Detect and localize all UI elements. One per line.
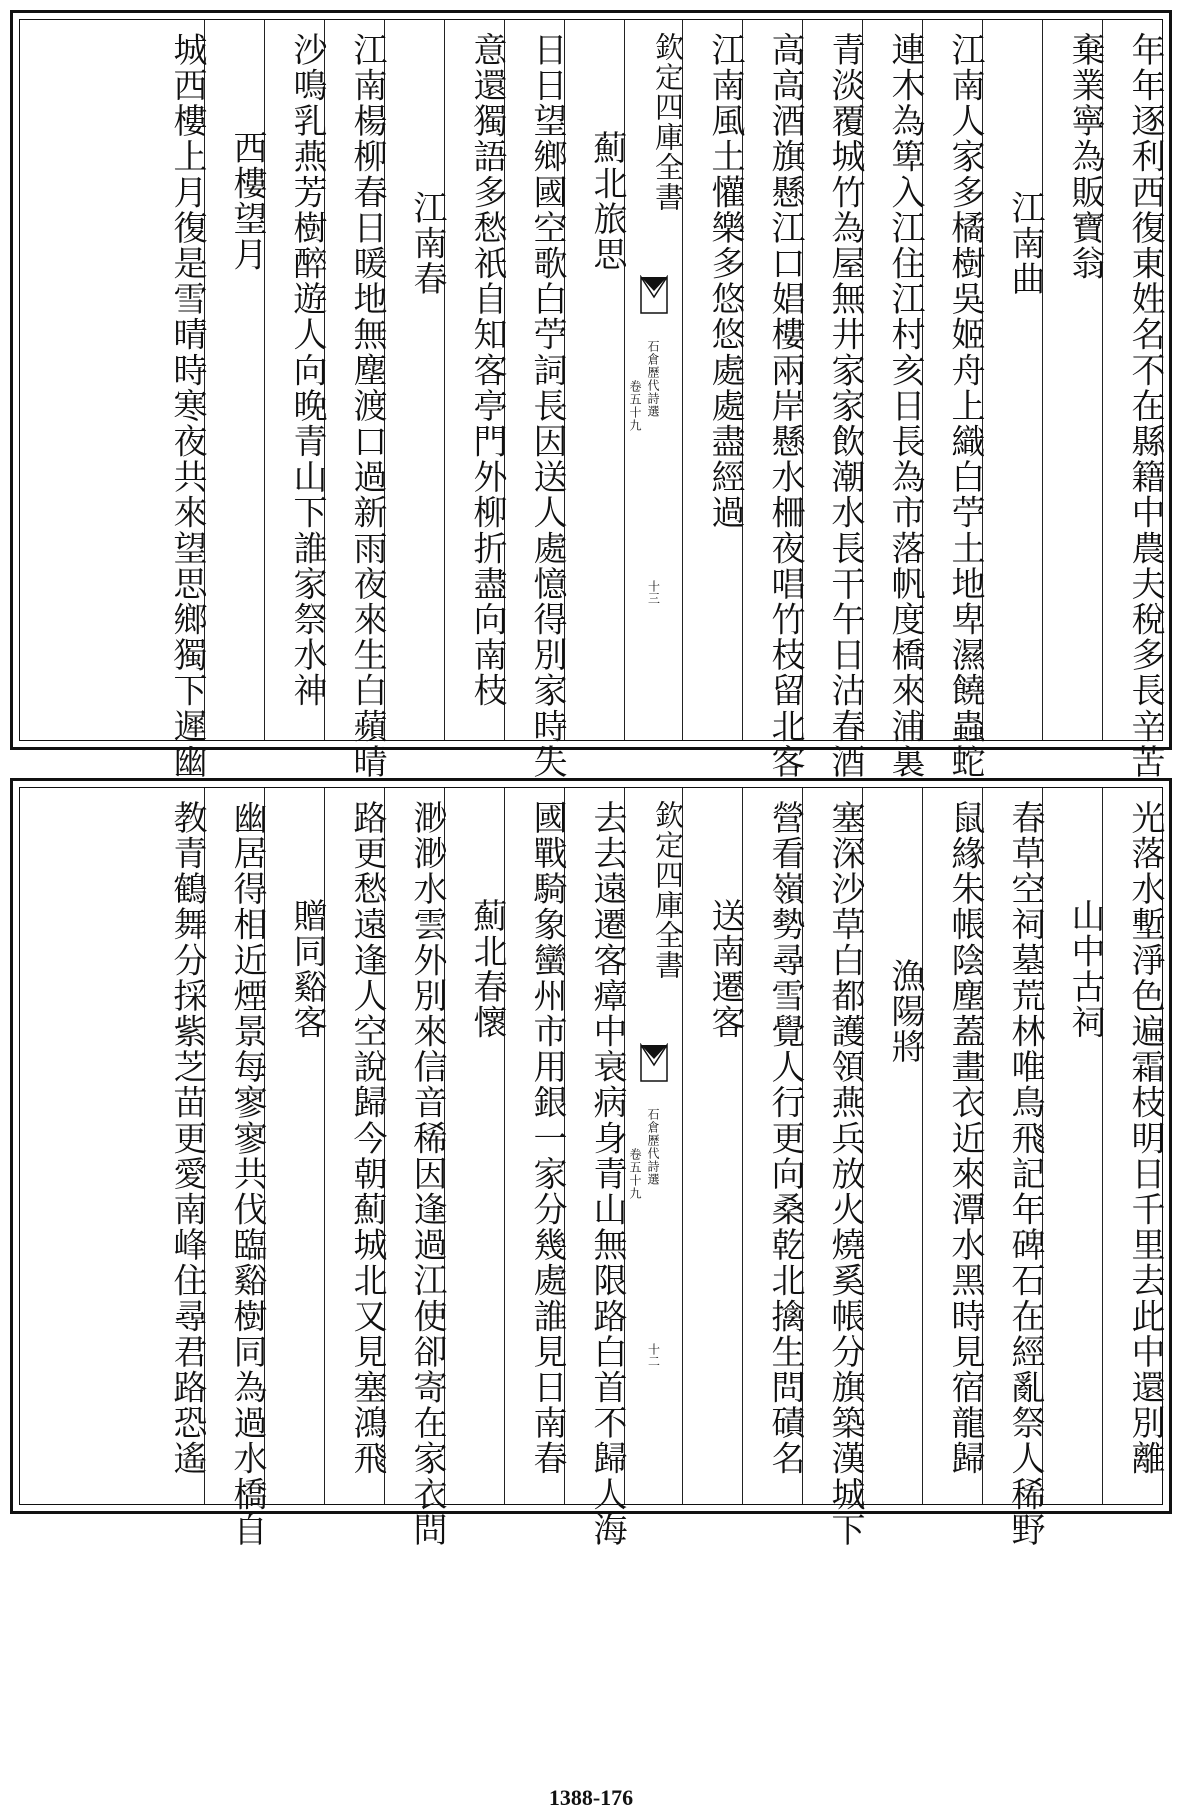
verse-line: 去去遠遷客瘴中衰病身青山無限路白首不歸人海 <box>587 800 627 1548</box>
verse-line: 連木為箄入江住江村亥日長為市落帆度橋來浦裏 <box>885 32 925 780</box>
text-column <box>742 20 805 780</box>
poem-title-column <box>1042 788 1105 1504</box>
verse-line: 光落水塹淨色遍霜枝明日千里去此中還別離 <box>1125 800 1165 1477</box>
bottom-page-frame <box>19 787 1165 1548</box>
verse-line: 江南人家多橘樹吳姬舟上織白苧土地卑濕饒蟲蛇 <box>945 32 985 780</box>
verse-line: 日日望鄉國空歌白苧詞長因送人處憶得別家時失 <box>527 32 567 780</box>
text-column <box>682 20 745 740</box>
poem-title-column <box>682 788 745 1504</box>
top-page <box>10 10 1172 780</box>
verse-line: 營看嶺勢尋雪覺人行更向桑乾北擒生問磧名 <box>765 800 805 1477</box>
text-column <box>504 788 567 1504</box>
poem-title-column <box>862 788 925 1504</box>
collection-name: 石倉歷代詩選 <box>646 340 660 418</box>
verse-line: 江南楊柳春日暖地無塵渡口過新雨夜來生白蘋晴 <box>347 32 387 780</box>
verse-line: 鼠緣朱帳陰塵蓋畫衣近來潭水黑時見宿龍歸 <box>945 800 985 1477</box>
fish-tail-mark-icon <box>639 275 669 315</box>
text-column <box>862 20 925 780</box>
poem-title: 薊北旅思 <box>587 130 627 273</box>
text-column <box>144 788 207 1504</box>
poem-title: 薊北春懷 <box>467 898 507 1041</box>
verse-line: 沙鳴乳燕芳樹醉遊人向晚青山下誰家祭水神 <box>287 32 327 709</box>
leaf-number: 十三 <box>646 580 661 604</box>
verse-line: 青淡覆城竹為屋無井家家飲潮水長干午日沽春酒 <box>825 32 865 780</box>
verse-line: 國戰騎象蠻州市用銀一家分幾處誰見日南春 <box>527 800 567 1477</box>
verse-line: 春草空祠墓荒林唯鳥飛記年碑石在經亂祭人稀野 <box>1005 800 1045 1548</box>
text-column <box>204 788 267 1548</box>
verse-line: 幽居得相近煙景每寥寥共伐臨谿樹同為過水橋自 <box>227 800 267 1548</box>
text-column <box>922 20 985 780</box>
poem-title-column <box>204 20 267 740</box>
book-title: 欽定四庫全書 <box>651 32 685 212</box>
verse-line: 意還獨語多愁祇自知客亭門外柳折盡向南枝 <box>467 32 507 709</box>
collection-name: 石倉歷代詩選 <box>646 1108 660 1186</box>
text-column <box>802 20 865 780</box>
poem-title: 西樓望月 <box>227 130 267 273</box>
volume-number: 卷五十九 <box>628 1148 642 1200</box>
text-column <box>384 788 447 1548</box>
text-column <box>922 788 985 1504</box>
text-column <box>1042 20 1105 740</box>
poem-title: 山中古祠 <box>1065 898 1105 1041</box>
verse-line: 教青鶴舞分採紫芝苗更愛南峰住尋君路恐遙 <box>167 800 207 1477</box>
leaf-number: 十二 <box>646 1343 661 1367</box>
page-number: 1388-176 <box>548 1785 634 1810</box>
text-column <box>982 788 1045 1548</box>
poem-title: 江南曲 <box>1005 190 1045 297</box>
verse-line: 棄業寧為販寶翁 <box>1065 32 1105 282</box>
poem-title-column <box>264 788 327 1504</box>
verse-line: 渺渺水雲外別來信音稀因逢過江使卻寄在家衣問 <box>407 800 447 1548</box>
text-column <box>144 20 207 780</box>
poem-title: 送南遷客 <box>705 898 745 1041</box>
poem-title-column <box>444 788 507 1504</box>
text-column <box>564 788 627 1548</box>
text-column <box>802 788 865 1548</box>
verse-line: 塞深沙草白都護領燕兵放火燒奚帳分旗築漢城下 <box>825 800 865 1548</box>
poem-title-column <box>564 20 627 740</box>
text-column <box>324 20 387 780</box>
fish-tail-mark-icon <box>639 1043 669 1083</box>
verse-line: 江南風土懽樂多悠悠處處盡經過 <box>705 32 745 531</box>
text-column <box>742 788 805 1504</box>
poem-title-column <box>384 20 447 740</box>
text-column <box>324 788 387 1504</box>
text-column <box>1102 20 1165 780</box>
top-page-frame <box>19 19 1165 780</box>
poem-title: 贈同谿客 <box>287 898 327 1041</box>
verse-line: 高高酒旗懸江口娼樓兩岸懸水柵夜唱竹枝留北客 <box>765 32 805 780</box>
text-column <box>504 20 567 780</box>
text-column <box>264 20 327 740</box>
volume-number: 卷五十九 <box>628 380 642 432</box>
poem-title: 漁陽將 <box>885 958 925 1065</box>
text-column <box>1102 788 1165 1504</box>
poem-title-column <box>982 20 1045 740</box>
verse-line: 城西樓上月復是雪晴時寒夜共來望思鄉獨下遲幽 <box>167 32 207 780</box>
center-gutter <box>624 20 685 740</box>
verse-line: 年年逐利西復東姓名不在縣籍中農夫稅多長辛苦 <box>1125 32 1165 780</box>
center-gutter <box>624 788 685 1504</box>
text-column <box>444 20 507 740</box>
book-title: 欽定四庫全書 <box>651 800 685 980</box>
poem-title: 江南春 <box>407 190 447 297</box>
bottom-page <box>10 778 1172 1548</box>
verse-line: 路更愁遠逢人空說歸今朝薊城北又見塞鴻飛 <box>347 800 387 1477</box>
